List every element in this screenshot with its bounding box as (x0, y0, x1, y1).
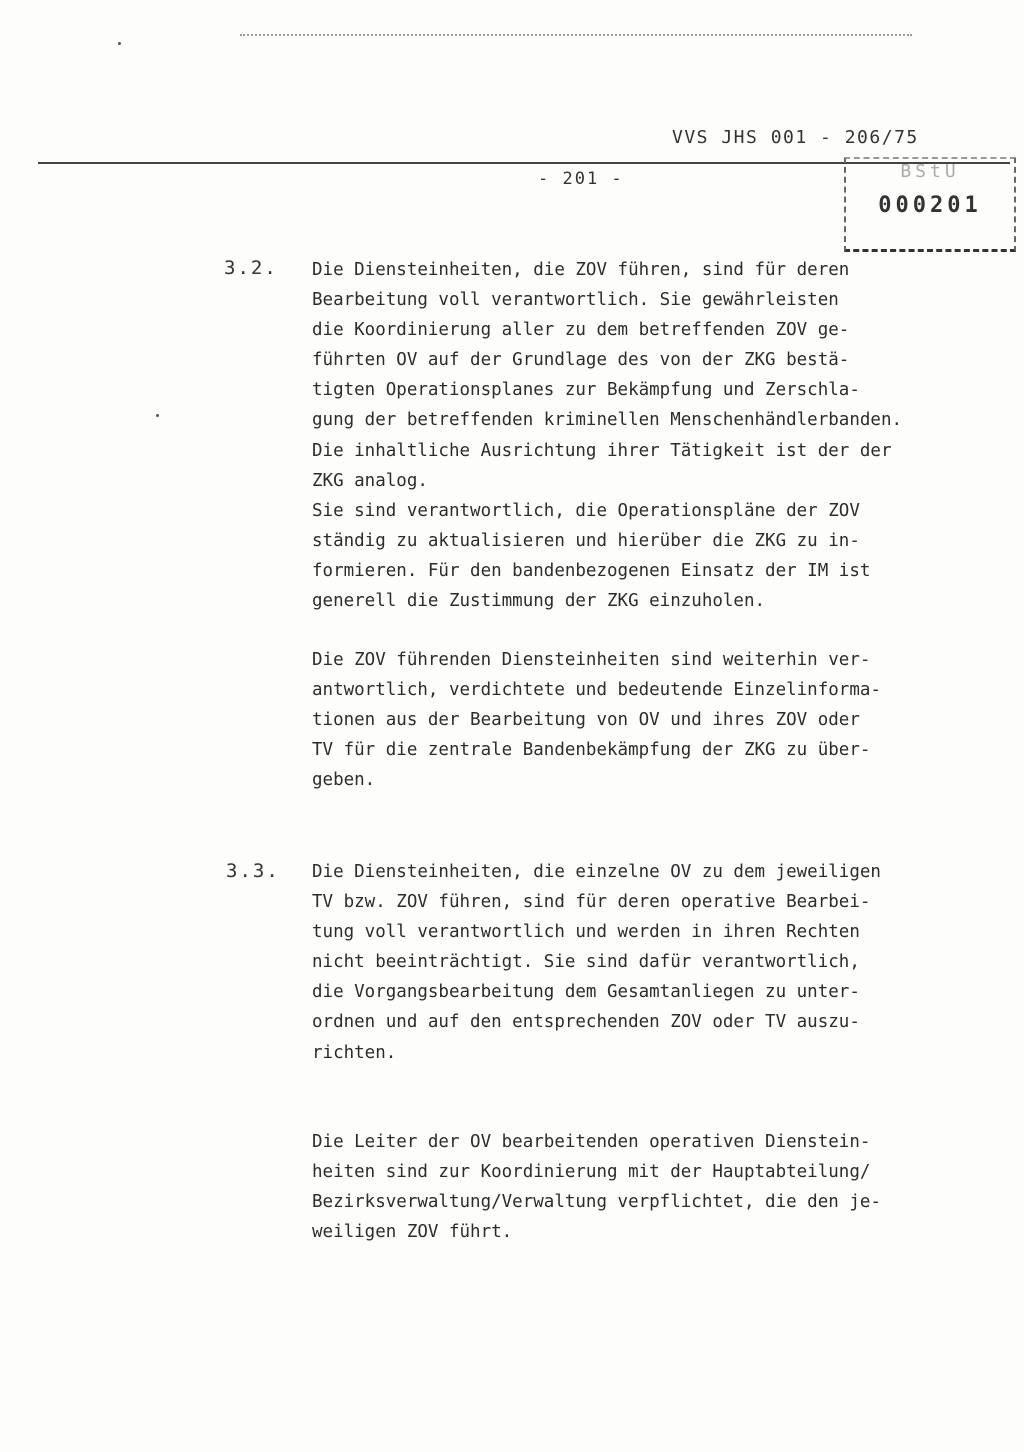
text-line: antwortlich, verdichtete und bedeutende Einzelinforma- (312, 680, 881, 701)
paragraph (312, 255, 1002, 616)
text-line: die Koordinierung aller zu dem betreffenden ZOV ge- (312, 320, 850, 341)
text-line: ordnen und auf den entsprechenden ZOV oder TV auszu- (312, 1012, 860, 1033)
text-line: Die inhaltliche Ausrichtung ihrer Tätigkeit ist der der (312, 440, 892, 461)
paragraph (312, 645, 1002, 795)
text-line: Die Diensteinheiten, die einzelne OV zu dem jeweiligen (312, 862, 881, 882)
text-line: Die Diensteinheiten, die ZOV führen, sind für deren (312, 260, 850, 280)
scan-speck (156, 414, 159, 417)
text-line: gung der betreffenden kriminellen Menschenhändlerbanden. (312, 410, 903, 431)
text-line: tionen aus der Bearbeitung von OV und ihres ZOV oder (312, 710, 860, 731)
text-line: Die ZOV führenden Diensteinheiten sind weiterhin ver- (312, 650, 871, 670)
text-line: nicht beeinträchtigt. Sie sind dafür verantwortlich, (312, 952, 860, 973)
text-line: richten. (312, 1042, 397, 1063)
text-line: Bearbeitung voll verantwortlich. Sie gewährleisten (312, 290, 839, 311)
text-line: tung voll verantwortlich und werden in ihren Rechten (312, 922, 860, 943)
section-number: 3.3. (226, 860, 280, 882)
text-line: weiligen ZOV führt. (312, 1222, 513, 1243)
text-line: tigten Operationsplanes zur Bekämpfung und Zerschla- (312, 380, 860, 401)
text-line: führten OV auf der Grundlage des von der ZKG bestä- (312, 350, 850, 371)
text-line: TV für die zentrale Bandenbekämpfung der ZKG zu über- (312, 740, 871, 761)
text-line: ständig zu aktualisieren und hierüber die ZKG zu in- (312, 530, 860, 551)
paragraph (312, 857, 1002, 1068)
document-reference: VVS JHS 001 - 206/75 (672, 127, 919, 148)
text-line: Die Leiter der OV bearbeitenden operativen Dienstein- (312, 1132, 871, 1152)
archive-stamp (844, 157, 1016, 252)
text-line: geben. (312, 770, 376, 791)
stamp-number: 000201 (878, 193, 982, 218)
stamp-label: BStU (900, 161, 960, 182)
paragraph (312, 1127, 1002, 1247)
text-line: Sie sind verantwortlich, die Operationspläne der ZOV (312, 500, 860, 521)
text-line: die Vorgangsbearbeitung dem Gesamtanliegen zu unter- (312, 982, 860, 1003)
page-number: - 201 - (538, 169, 624, 189)
section-number: 3.2. (224, 257, 278, 279)
text-line: Bezirksverwaltung/Verwaltung verpflichtet, die den je- (312, 1192, 881, 1213)
text-line: heiten sind zur Koordinierung mit der Hauptabteilung/ (312, 1162, 871, 1183)
text-line: generell die Zustimmung der ZKG einzuholen. (312, 591, 766, 612)
text-line: formieren. Für den bandenbezogenen Einsatz der IM ist (312, 560, 871, 581)
top-dotted-line (240, 34, 912, 36)
text-line: TV bzw. ZOV führen, sind für deren operative Bearbei- (312, 892, 871, 913)
text-line: ZKG analog. (312, 470, 428, 491)
scan-speck (118, 42, 121, 45)
